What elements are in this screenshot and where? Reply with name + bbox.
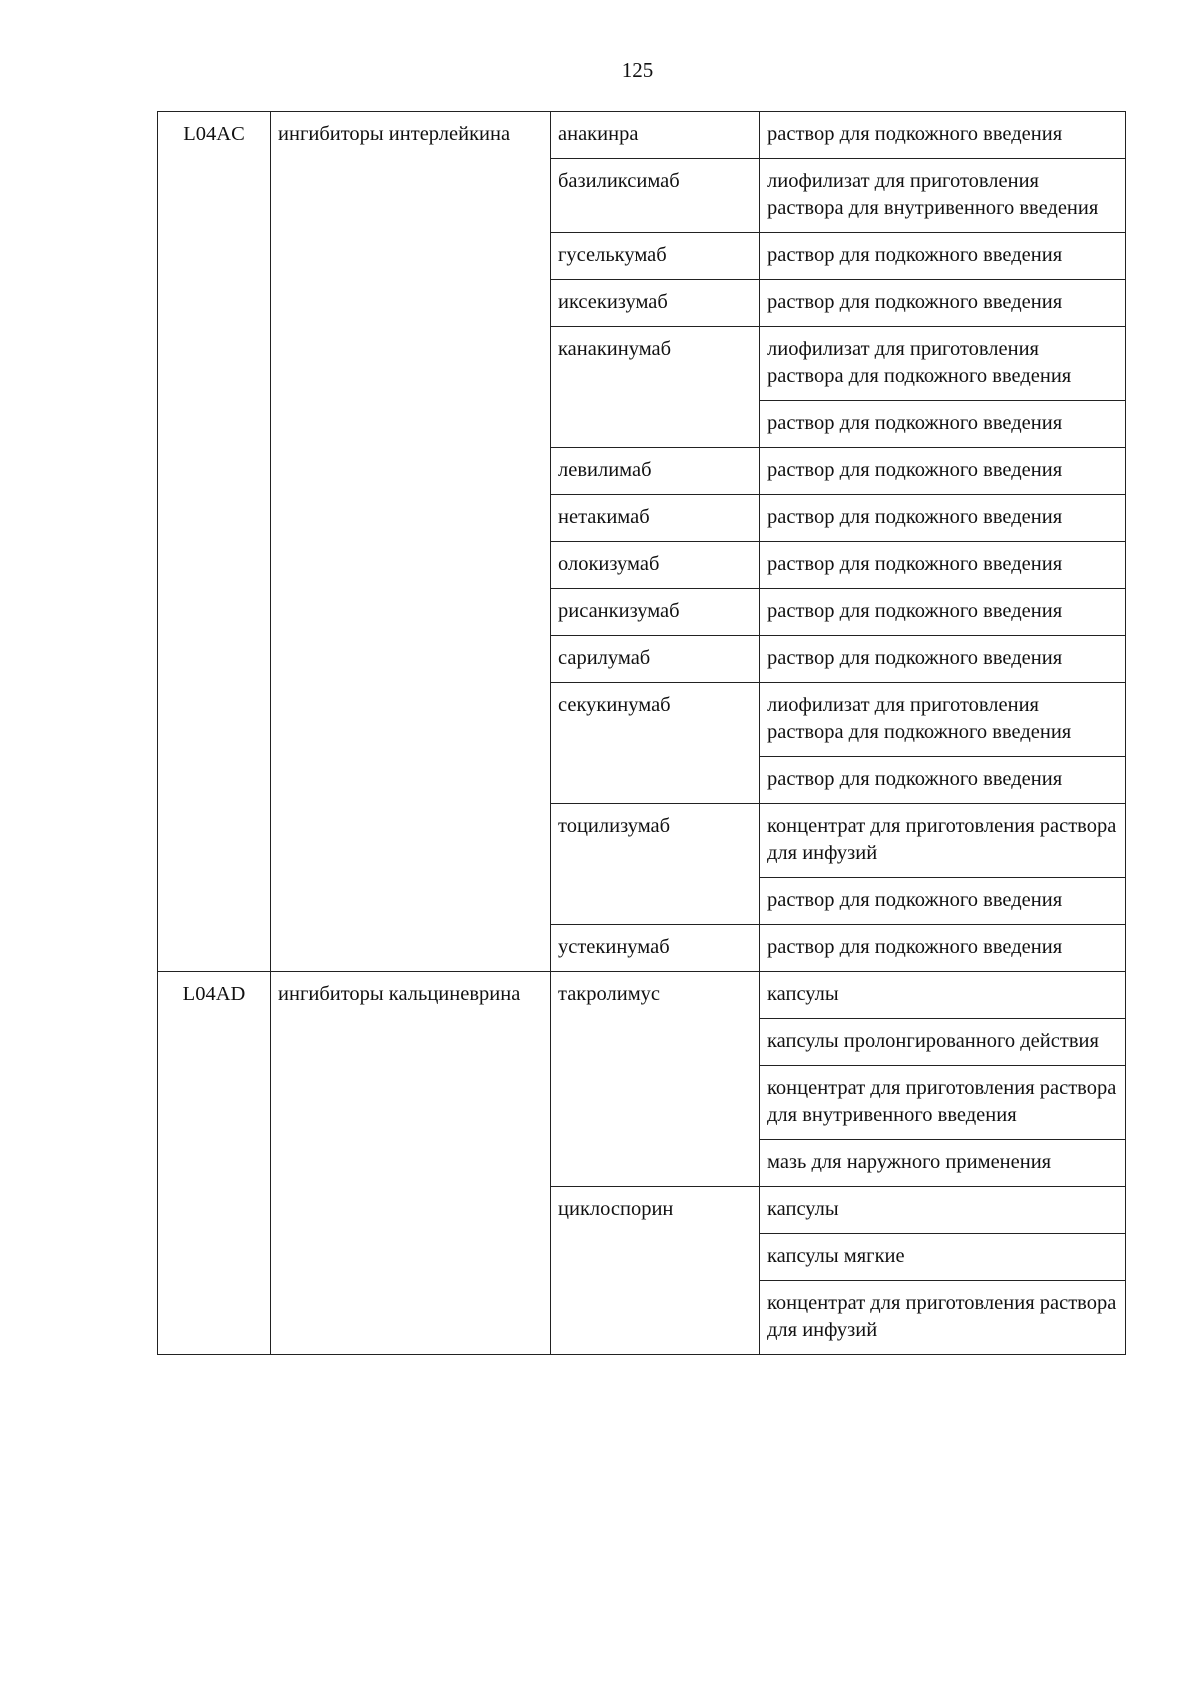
dosage-form-cell: концентрат для приготовления раствора для инфузий <box>760 804 1126 878</box>
table-row <box>158 972 1126 1019</box>
drug-name-cell: гуселькумаб <box>551 233 760 280</box>
dosage-form-cell: лиофилизат для приготовления раствора для внутривенного введения <box>760 159 1126 233</box>
dosage-form-cell: раствор для подкожного введения <box>760 542 1126 589</box>
dosage-form-cell: раствор для подкожного введения <box>760 280 1126 327</box>
drug-name-cell: тоцилизумаб <box>551 804 760 925</box>
drug-name-cell: базиликсимаб <box>551 159 760 233</box>
atc-group-name-cell: ингибиторы интерлейкина <box>271 112 551 972</box>
dosage-form-cell: раствор для подкожного введения <box>760 589 1126 636</box>
drug-name-cell: левилимаб <box>551 448 760 495</box>
dosage-form-cell: капсулы пролонгированного действия <box>760 1019 1126 1066</box>
page-number: 125 <box>621 58 654 82</box>
drug-name-cell: олокизумаб <box>551 542 760 589</box>
dosage-form-cell: мазь для наружного применения <box>760 1140 1126 1187</box>
drug-name-cell: такролимус <box>551 972 760 1187</box>
drug-name-cell: сарилумаб <box>551 636 760 683</box>
dosage-form-cell: раствор для подкожного введения <box>760 495 1126 542</box>
atc-code-cell: L04AD <box>158 972 271 1355</box>
table-body <box>158 112 1126 1355</box>
dosage-form-cell: раствор для подкожного введения <box>760 112 1126 159</box>
dosage-form-cell: раствор для подкожного введения <box>760 878 1126 925</box>
dosage-form-cell: концентрат для приготовления раствора для внутривенного введения <box>760 1066 1126 1140</box>
drug-name-cell: секукинумаб <box>551 683 760 804</box>
dosage-form-cell: раствор для подкожного введения <box>760 448 1126 495</box>
drug-name-cell: циклоспорин <box>551 1187 760 1355</box>
drug-name-cell: устекинумаб <box>551 925 760 972</box>
dosage-form-cell: раствор для подкожного введения <box>760 757 1126 804</box>
drug-name-cell: иксекизумаб <box>551 280 760 327</box>
dosage-form-cell: раствор для подкожного введения <box>760 925 1126 972</box>
drug-name-cell: анакинра <box>551 112 760 159</box>
dosage-form-cell: лиофилизат для приготовления раствора для подкожного введения <box>760 683 1126 757</box>
dosage-form-cell: лиофилизат для приготовления раствора для подкожного введения <box>760 327 1126 401</box>
atc-code-cell: L04AC <box>158 112 271 972</box>
drug-name-cell: нетакимаб <box>551 495 760 542</box>
atc-group-name-cell: ингибиторы кальциневрина <box>271 972 551 1355</box>
drug-name-cell: канакинумаб <box>551 327 760 448</box>
dosage-form-cell: раствор для подкожного введения <box>760 233 1126 280</box>
table-row <box>158 112 1126 159</box>
drug-table <box>157 111 1126 1355</box>
dosage-form-cell: раствор для подкожного введения <box>760 401 1126 448</box>
dosage-form-cell: капсулы <box>760 972 1126 1019</box>
drug-name-cell: рисанкизумаб <box>551 589 760 636</box>
dosage-form-cell: капсулы <box>760 1187 1126 1234</box>
dosage-form-cell: капсулы мягкие <box>760 1234 1126 1281</box>
dosage-form-cell: раствор для подкожного введения <box>760 636 1126 683</box>
dosage-form-cell: концентрат для приготовления раствора для инфузий <box>760 1281 1126 1355</box>
